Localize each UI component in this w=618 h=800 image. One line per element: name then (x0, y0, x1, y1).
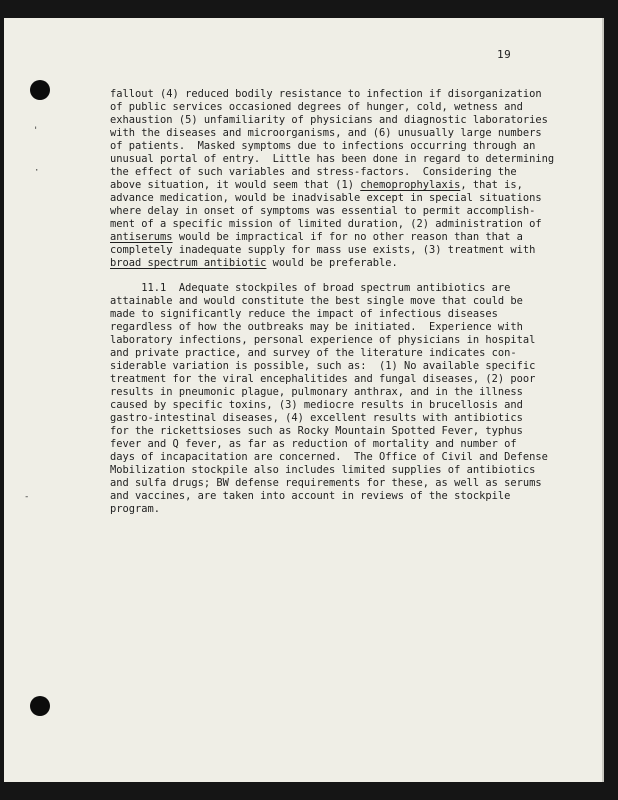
text-line: fallout (4) reduced bodily resistance to infection if disorganization (110, 88, 542, 100)
text-line: completely inadequate supply for mass use exists, (3) treatment with (110, 244, 536, 256)
text-run: would be preferable. (266, 257, 398, 269)
page-number: 19 (497, 48, 512, 61)
text-line: made to significantly reduce the impact of infectious diseases (110, 308, 498, 320)
punch-hole-bottom (30, 696, 50, 716)
margin-mark: - (24, 492, 30, 502)
margin-mark: ' (33, 126, 39, 136)
text-line: regardless of how the outbreaks may be initiated. Experience with (110, 321, 523, 333)
text-run: , that is, (460, 179, 523, 191)
punch-hole-top (30, 80, 50, 100)
text-run: would be impractical if for no other reason than that a (172, 231, 523, 243)
paragraph (110, 88, 555, 270)
text-line: for the rickettsioses such as Rocky Mountain Spotted Fever, typhus (110, 425, 523, 437)
text-line: of patients. Masked symptoms due to infections occurring through an (110, 140, 536, 152)
underlined-term: broad spectrum antibiotic (110, 257, 267, 269)
text-line: with the diseases and microorganisms, and (6) unusually large numbers (110, 127, 542, 139)
margin-mark: · (34, 166, 40, 176)
text-line: attainable and would constitute the best single move that could be (110, 295, 523, 307)
text-line: where delay in onset of symptoms was essential to permit accomplish- (110, 205, 536, 217)
text-line: unusual portal of entry. Little has been done in regard to determining (110, 153, 555, 165)
text-line: siderable variation is possible, such as: (1) No available specific (110, 360, 536, 372)
text-line: advance medication, would be inadvisable except in special situations (110, 192, 542, 204)
text-line: program. (110, 503, 161, 515)
paragraph (110, 282, 548, 516)
text-line: results in pneumonic plague, pulmonary anthrax, and in the illness (110, 386, 523, 398)
text-line: and private practice, and survey of the literature indicates con- (110, 347, 517, 359)
text-line: caused by specific toxins, (3) mediocre results in brucellosis and (110, 399, 523, 411)
text-line: 11.1 Adequate stockpiles of broad spectrum antibiotics are (110, 282, 511, 294)
text-line (110, 257, 540, 270)
text-run: above situation, it would seem that (1) (110, 179, 361, 191)
text-line: gastro-intestinal diseases, (4) excellent results with antibiotics (110, 412, 523, 424)
text-line: days of incapacitation are concerned. The Office of Civil and Defense (110, 451, 548, 463)
underlined-term: antiserums (110, 231, 173, 243)
text-line: Mobilization stockpile also includes limited supplies of antibiotics (110, 464, 536, 476)
text-line: laboratory infections, personal experience of physicians in hospital (110, 334, 536, 346)
text-line: treatment for the viral encephalitides and fungal diseases, (2) poor (110, 373, 536, 385)
text-line (110, 179, 540, 192)
text-line: of public services occasioned degrees of hunger, cold, wetness and (110, 101, 523, 113)
text-line: fever and Q fever, as far as reduction of mortality and number of (110, 438, 517, 450)
text-line: exhaustion (5) unfamiliarity of physicians and diagnostic laboratories (110, 114, 548, 126)
underlined-term: chemoprophylaxis (360, 179, 461, 191)
text-line: ment of a specific mission of limited duration, (2) administration of (110, 218, 542, 230)
text-line: and vaccines, are taken into account in reviews of the stockpile (110, 490, 511, 502)
text-line (110, 231, 540, 244)
text-line: the effect of such variables and stress-factors. Considering the (110, 166, 517, 178)
text-line: and sulfa drugs; BW defense requirements for these, as well as serums (110, 477, 542, 489)
